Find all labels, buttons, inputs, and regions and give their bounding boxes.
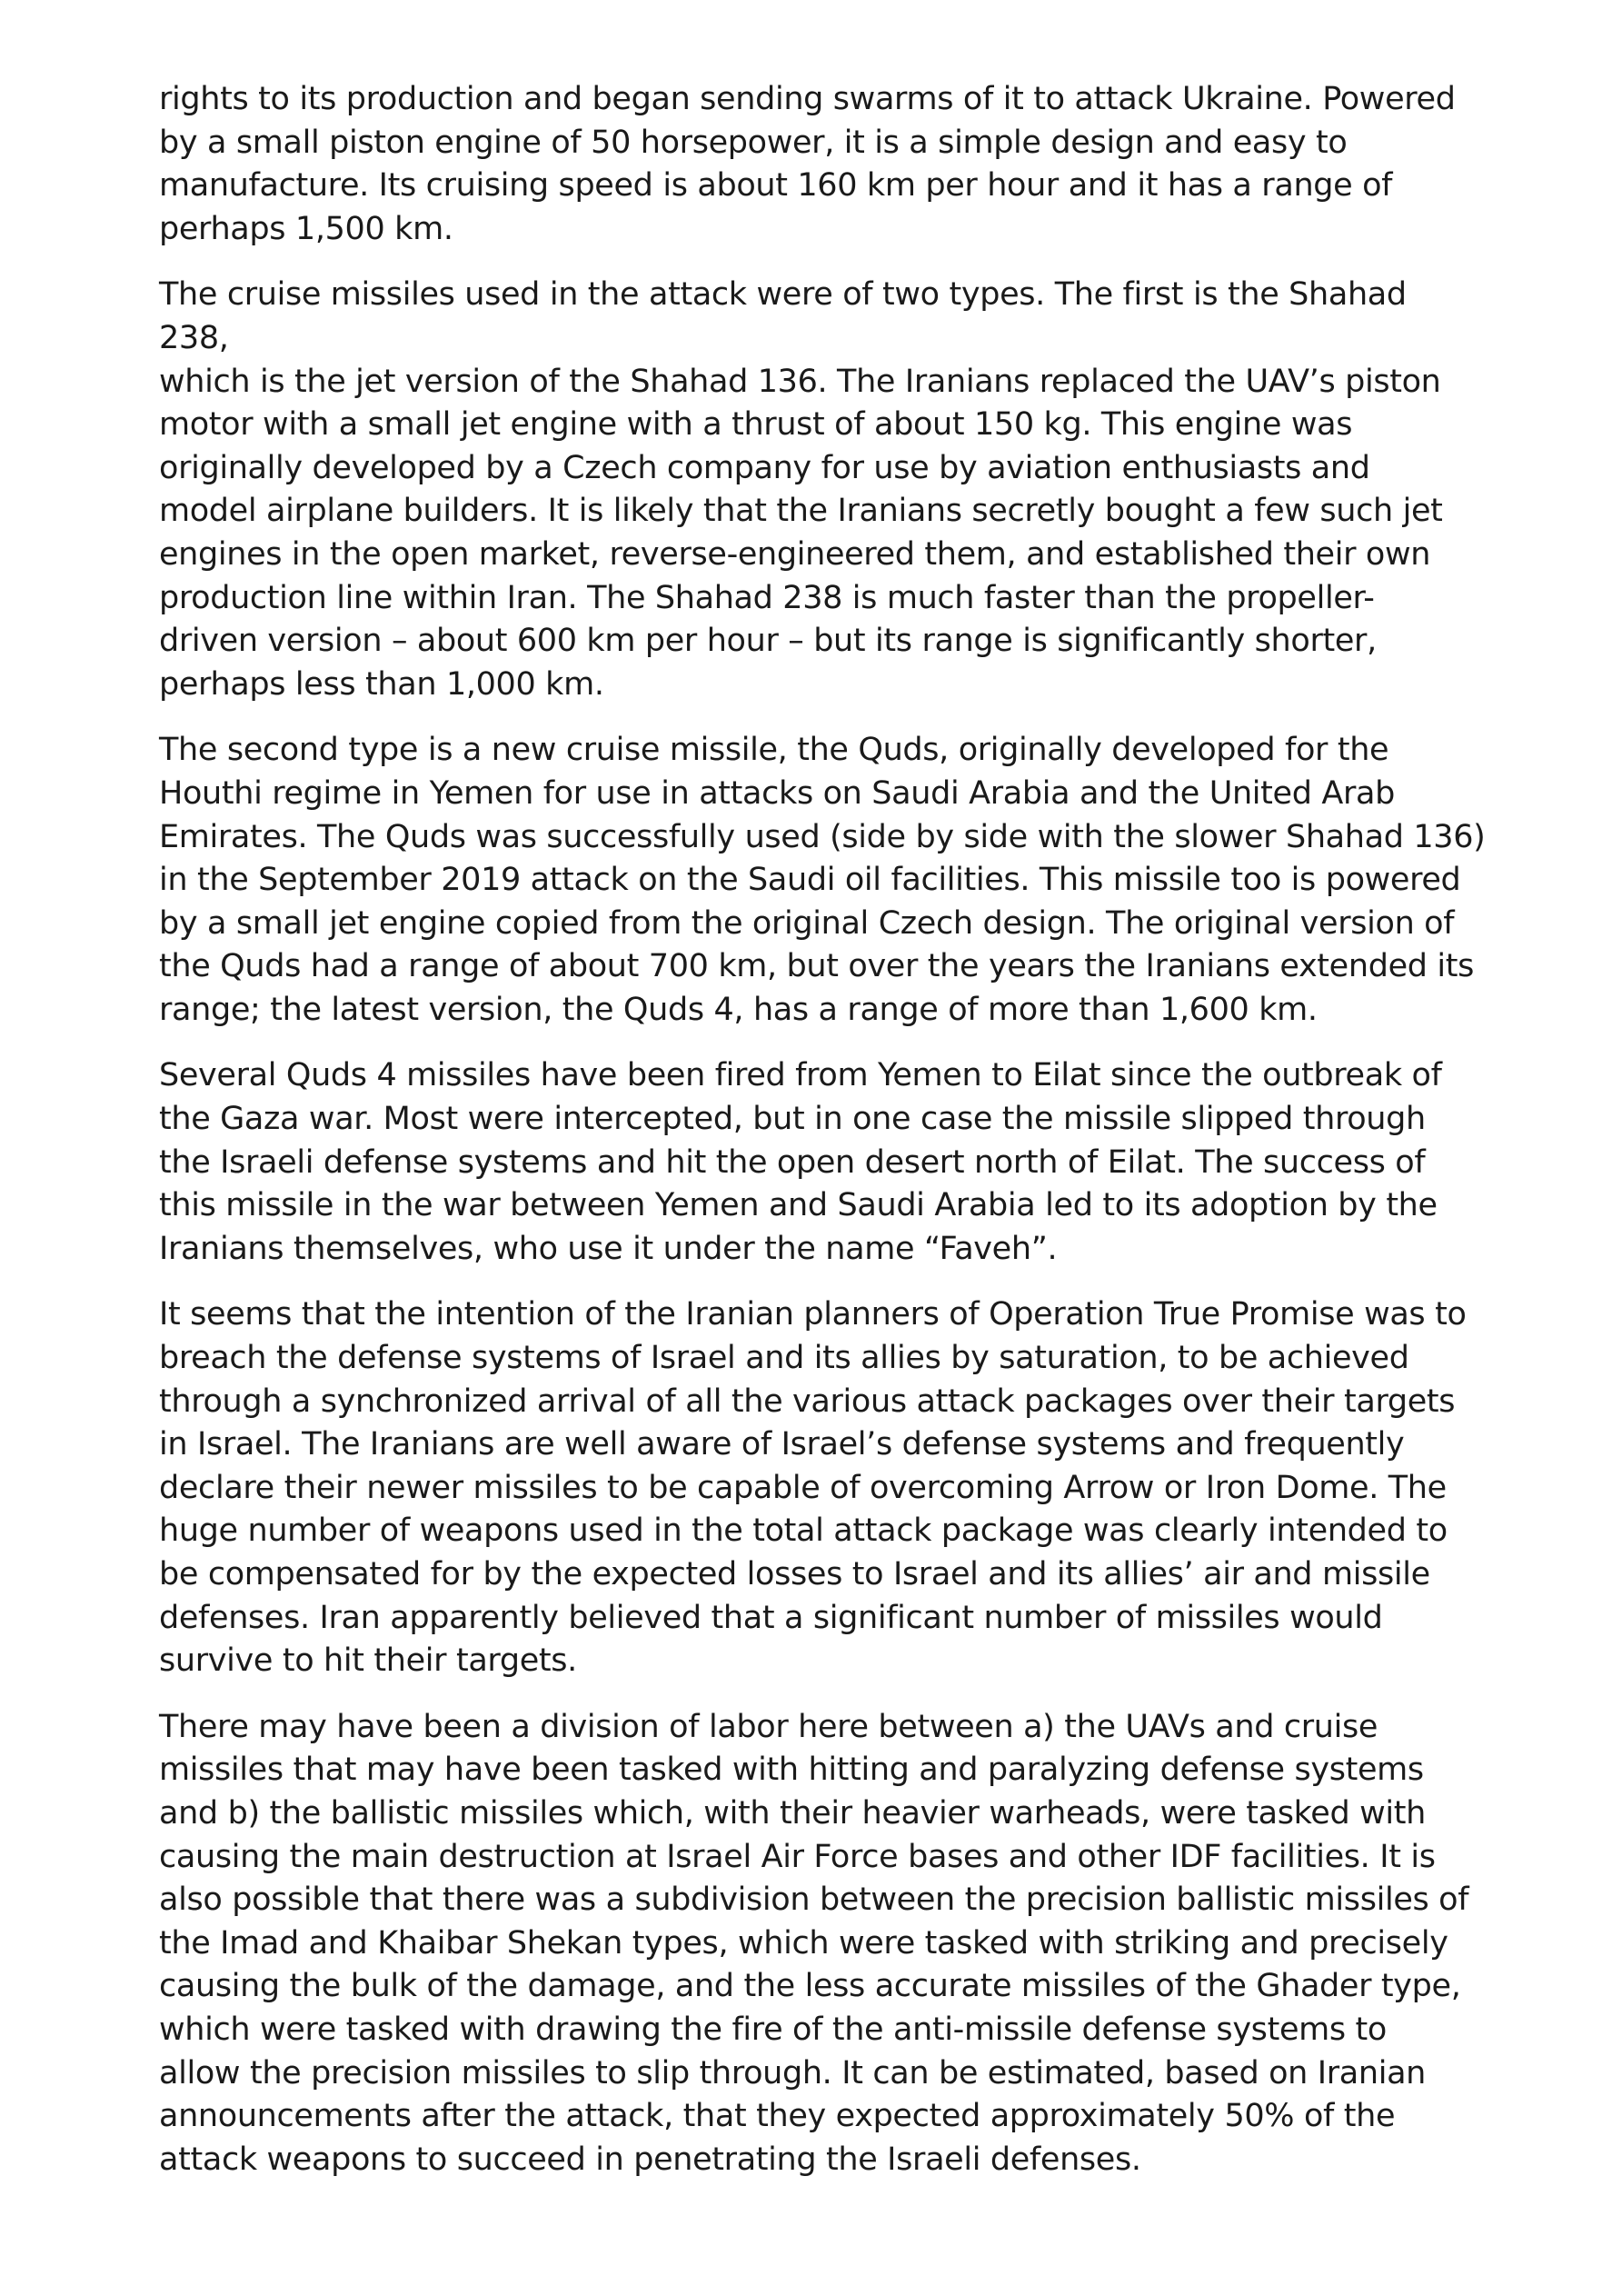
- paragraph-shahad-238: The cruise missiles used in the attack were of two types. The first is the Shahad 238, which is the jet version of the Shahad 136. The Iranians replaced the UAV’s piston motor with a small jet engine with a thrust of about 150 kg. This engine was originally developed by a Czech company for use by aviation enthusiasts and model airplane builders. It is likely that the Iranians secretly bought a few such jet engines in the open market, reverse-engineered them, and established their own production line within Iran. The Shahad 238 is much faster than the propeller- driven version – about 600 km per hour – but its range is significantly shorter, perhaps less than 1,000 km.: [159, 276, 1443, 703]
- paragraph-quds-missile: The second type is a new cruise missile, the Quds, originally developed for the Houthi regime in Yemen for use in attacks on Saudi Arabia and the United Arab Emirates. The Quds was successfully used (side by side with the slower Shahad 136) in the September 2019 attack on the Saudi oil facilities. This missile too is powered by a small jet engine copied from the original Czech design. The original version of the Quds had a range of about 700 km, but over the years the Iranians extended its range; the latest version, the Quds 4, has a range of more than 1,600 km.: [159, 732, 1486, 1028]
- paragraph-saturation-intent: It seems that the intention of the Iranian planners of Operation True Promise was to breach the defense systems of Israel and its allies by saturation, to be achieved through a synchronized arrival of all the various attack packages over their targets in Israel. The Iranians are well aware of Israel’s defense systems and frequently declare their newer missiles to be capable of overcoming Arrow or Iron Dome. The huge number of weapons used in the total attack package was clearly intended to be compensated for by the expected losses to Israel and its allies’ air and missile defenses. Iran apparently believed that a significant number of missiles would survive to hit their targets.: [159, 1296, 1467, 1680]
- paragraph-shahad-136-continuation: rights to its production and began sending swarms of it to attack Ukraine. Powered by a small piston engine of 50 horsepower, it is a simple design and easy to manufacture. Its cruising speed is about 160 km per hour and it has a range of perhaps 1,500 km.: [159, 81, 1456, 247]
- paragraph-division-of-labor: There may have been a division of labor here between a) the UAVs and cruise missiles that may have been tasked with hitting and paralyzing defense systems and b) the ballistic missiles which, with their heavier warheads, were tasked with causing the main destruction at Israel Air Force bases and other IDF facilities. It is also possible that there was a subdivision between the precision ballistic missiles of the Imad and Khaibar Shekan types, which were tasked with striking and precisely causing the bulk of the damage, and the less accurate missiles of the Ghader type, which were tasked with drawing the fire of the anti-missile defense systems to allow the precision missiles to slip through. It can be estimated, based on Iranian announcements after the attack, that they expected approximately 50% of the attack weapons to succeed in penetrating the Israeli defenses.: [159, 1708, 1469, 2178]
- paragraph-quds-4-eilat: Several Quds 4 missiles have been fired from Yemen to Eilat since the outbreak of the Gaza war. Most were intercepted, but in one case the missile slipped through the Israeli defense systems and hit the open desert north of Eilat. The success of this missile in the war between Yemen and Saudi Arabia led to its adoption by the Iranians themselves, who use it under the name “Faveh”.: [159, 1057, 1442, 1267]
- document-page: [159, 78, 1486, 2204]
